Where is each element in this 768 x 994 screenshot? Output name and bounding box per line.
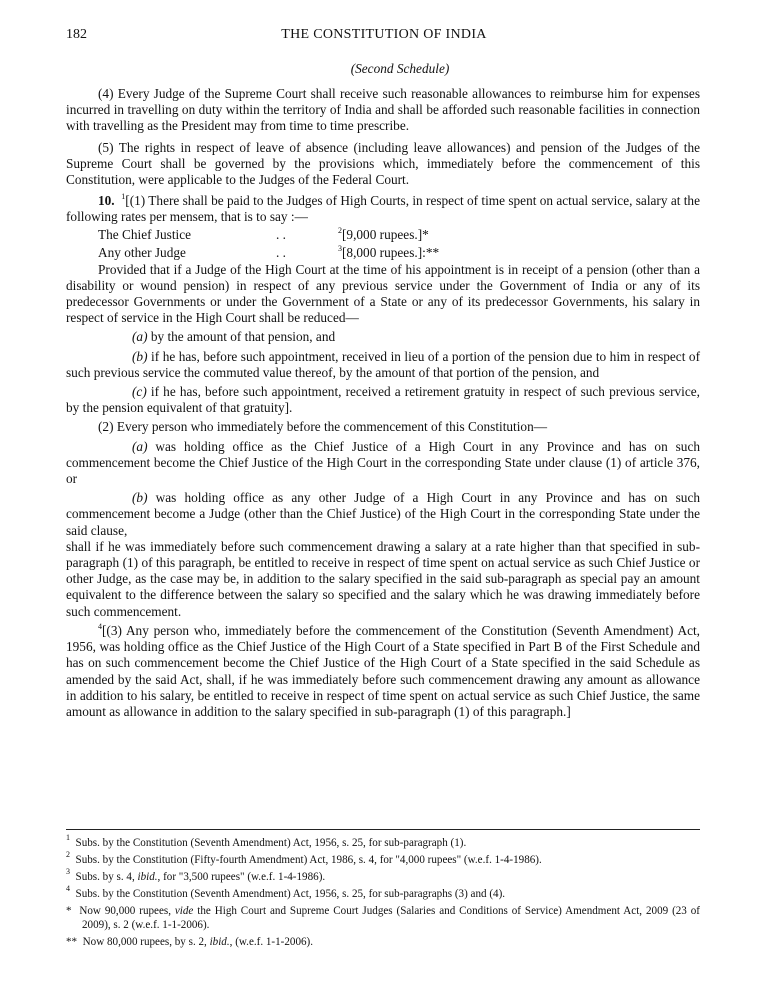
clause-text: was holding office as any other Judge of a High Court in any Province and has on such commencement become a Judge (other than the Chief Justice) of the High Court in the corresponding State under the said clause,: [66, 490, 700, 538]
proviso: Provided that if a Judge of the High Court at the time of his appointment is in receipt of a pension (other than a disability or wound pension) in respect of any previous service under the Government of India or any of its predecessor Governments or under the Government of a State or any of its predecessor Governments, his salary in respect of service in the High Court shall be reduced—: [66, 261, 700, 326]
paragraph-5: (5) The rights in respect of leave of absence (including leave allowances) and pension of the Judges of the Supreme Court shall be governed by the provisions which, immediately before the commencement of this Constitution, were applicable to the Judges of the Federal Court.: [66, 139, 700, 188]
sub-paragraph-3: [66, 623, 700, 720]
clause-label: (b): [132, 348, 148, 364]
footnote-2: [66, 850, 700, 867]
footnote-text-post: the High Court and Supreme Court Judges (Salaries and Conditions of Service) Amendment Act, 2009 (23 of 2009), s. 2 (w.e.f. 1-1-2006).: [82, 905, 700, 931]
footnote-ref-3: 3: [338, 243, 342, 253]
footnote-ref-4: 4: [98, 621, 102, 631]
footnote-4: [66, 884, 700, 901]
clause-label: (a): [132, 438, 148, 454]
footnote-text-italic: ibid.: [137, 871, 158, 883]
footnote-text-pre: Subs. by s. 4,: [75, 871, 138, 883]
paragraph-10: [66, 193, 700, 225]
salary-amount-text: [9,000 rupees.]*: [342, 226, 429, 242]
clause-b: [66, 349, 700, 381]
footnotes: [66, 833, 700, 952]
footnote-text-italic: vide: [174, 905, 194, 917]
footnote-ref-2: 2: [338, 225, 342, 235]
footnote-text-post: , for "3,500 rupees" (w.e.f. 1-4-1986).: [157, 871, 326, 883]
footnote-mark: 3: [66, 867, 70, 876]
salary-name: Any other Judge: [98, 244, 186, 260]
salary-amount-text: [8,000 rupees.]:**: [342, 244, 440, 260]
paragraph-10-number: 10.: [98, 193, 115, 209]
salary-amount: [338, 245, 439, 261]
footnote-text: Subs. by the Constitution (Fifty-fourth Amendment) Act, 1986, s. 4, for "4,000 rupees" (w.e.f. 1-4-1986).: [75, 854, 542, 866]
footnote-text: Subs. by the Constitution (Seventh Amendment) Act, 1956, s. 25, for sub-paragraph (1).: [75, 837, 467, 849]
sub-paragraph-2: (2) Every person who immediately before the commencement of this Constitution—: [98, 419, 548, 435]
clause-label: (c): [132, 384, 147, 400]
schedule-text: (Second Schedule): [350, 61, 450, 76]
clause-a: [66, 329, 700, 345]
footnote-mark: *: [66, 905, 72, 917]
footnote-divider: [66, 829, 700, 830]
footnote-text-pre: Now 80,000 rupees, by s. 2,: [82, 936, 210, 948]
clause-label: (b): [132, 490, 148, 506]
footnote-mark: 2: [66, 850, 70, 859]
footnote-ref-1: 1: [121, 192, 126, 202]
page-title: THE CONSTITUTION OF INDIA: [281, 27, 487, 42]
footnote-double-star: [66, 935, 700, 949]
sub-paragraph-2-clause-b: [66, 490, 700, 539]
footnote-3: [66, 867, 700, 884]
footnote-text-italic: ibid.: [209, 936, 230, 948]
clause-text: was holding office as the Chief Justice of a High Court in any Province and has on such commencement become the Chief Justice of the High Court in the corresponding State under clause (1) of article 376, or: [66, 438, 700, 487]
clause-text: if he has, before such appointment, received a retirement gratuity in respect of such previous service, by the pension equivalent of that gratuity].: [66, 384, 700, 416]
footnote-text-pre: Now 90,000 rupees,: [79, 905, 175, 917]
footnote-1: [66, 833, 700, 850]
footnote-mark: 4: [66, 884, 70, 893]
clause-label: (a): [132, 329, 148, 345]
clause-text: by the amount of that pension, and: [150, 329, 336, 345]
page-header: [66, 27, 702, 45]
shall-paragraph: shall if he was immediately before such commencement drawing a salary at a rate higher than that specified in sub-paragraph (1) of this paragraph, be entitled to receive in respect of time spent on actual service as such Chief Justice or other Judge, as the case may be, in addition to the salary specified in the said sub-paragraph as special pay an amount equivalent to the difference between the salary so specified and the salary which he was drawing immediately before such commencement.: [66, 538, 700, 619]
document-body: [66, 86, 700, 720]
sub-paragraph-2-clause-a: [66, 439, 700, 488]
salary-row-other-judge: [98, 244, 700, 262]
salary-amount: [338, 227, 429, 243]
paragraph-4: (4) Every Judge of the Supreme Court shall receive such reasonable allowances to reimburse him for expenses incurred in travelling on duty within the territory of India and shall be afforded such reasonable facilities in connection with travelling as the President may from time to time prescribe.: [66, 86, 700, 134]
leader-dots: . .: [276, 244, 286, 260]
clause-c: [66, 384, 700, 416]
salary-name: The Chief Justice: [98, 226, 192, 242]
leader-dots: . .: [276, 226, 286, 242]
footnote-mark: 1: [66, 833, 70, 842]
sub-paragraph-3-text: [(3) Any person who, immediately before the commencement of the Constitution (Seventh Amendment) Act, 1956, was holding office as the Chief Justice of the High Court of a State specified in Part B of the First Schedule and has on such commencement become the Chief Justice of the High Court of a State specified in the said Schedule as amended by the said Act, shall, if he was immediately before such commencement drawing any amount as allowance in addition to his salary, be entitled to receive in respect of time spent on actual service as such Chief Justice, the same amount as allowance in addition to the salary specified in sub-paragraph (1) of this paragraph.]: [66, 622, 700, 719]
footnote-text-post: , (w.e.f. 1-1-2006).: [229, 936, 314, 948]
page-number: 182: [66, 27, 87, 42]
salary-row-chief-justice: [98, 226, 700, 244]
schedule-label: [0, 61, 768, 77]
clause-text: if he has, before such appointment, received in lieu of a portion of the pension due to him in respect of such previous service the commuted value thereof, by the amount of that portion of the pension, and: [66, 348, 701, 380]
paragraph-10-text: [(1) There shall be paid to the Judges of High Courts, in respect of time spent on actual service, salary at the following rates per mensem, that is to say :—: [66, 193, 700, 225]
footnote-mark: **: [66, 936, 78, 948]
footnote-text: Subs. by the Constitution (Seventh Amendment) Act, 1956, s. 25, for sub-paragraphs (3) and (4).: [75, 888, 506, 900]
footnote-star: [66, 904, 700, 932]
